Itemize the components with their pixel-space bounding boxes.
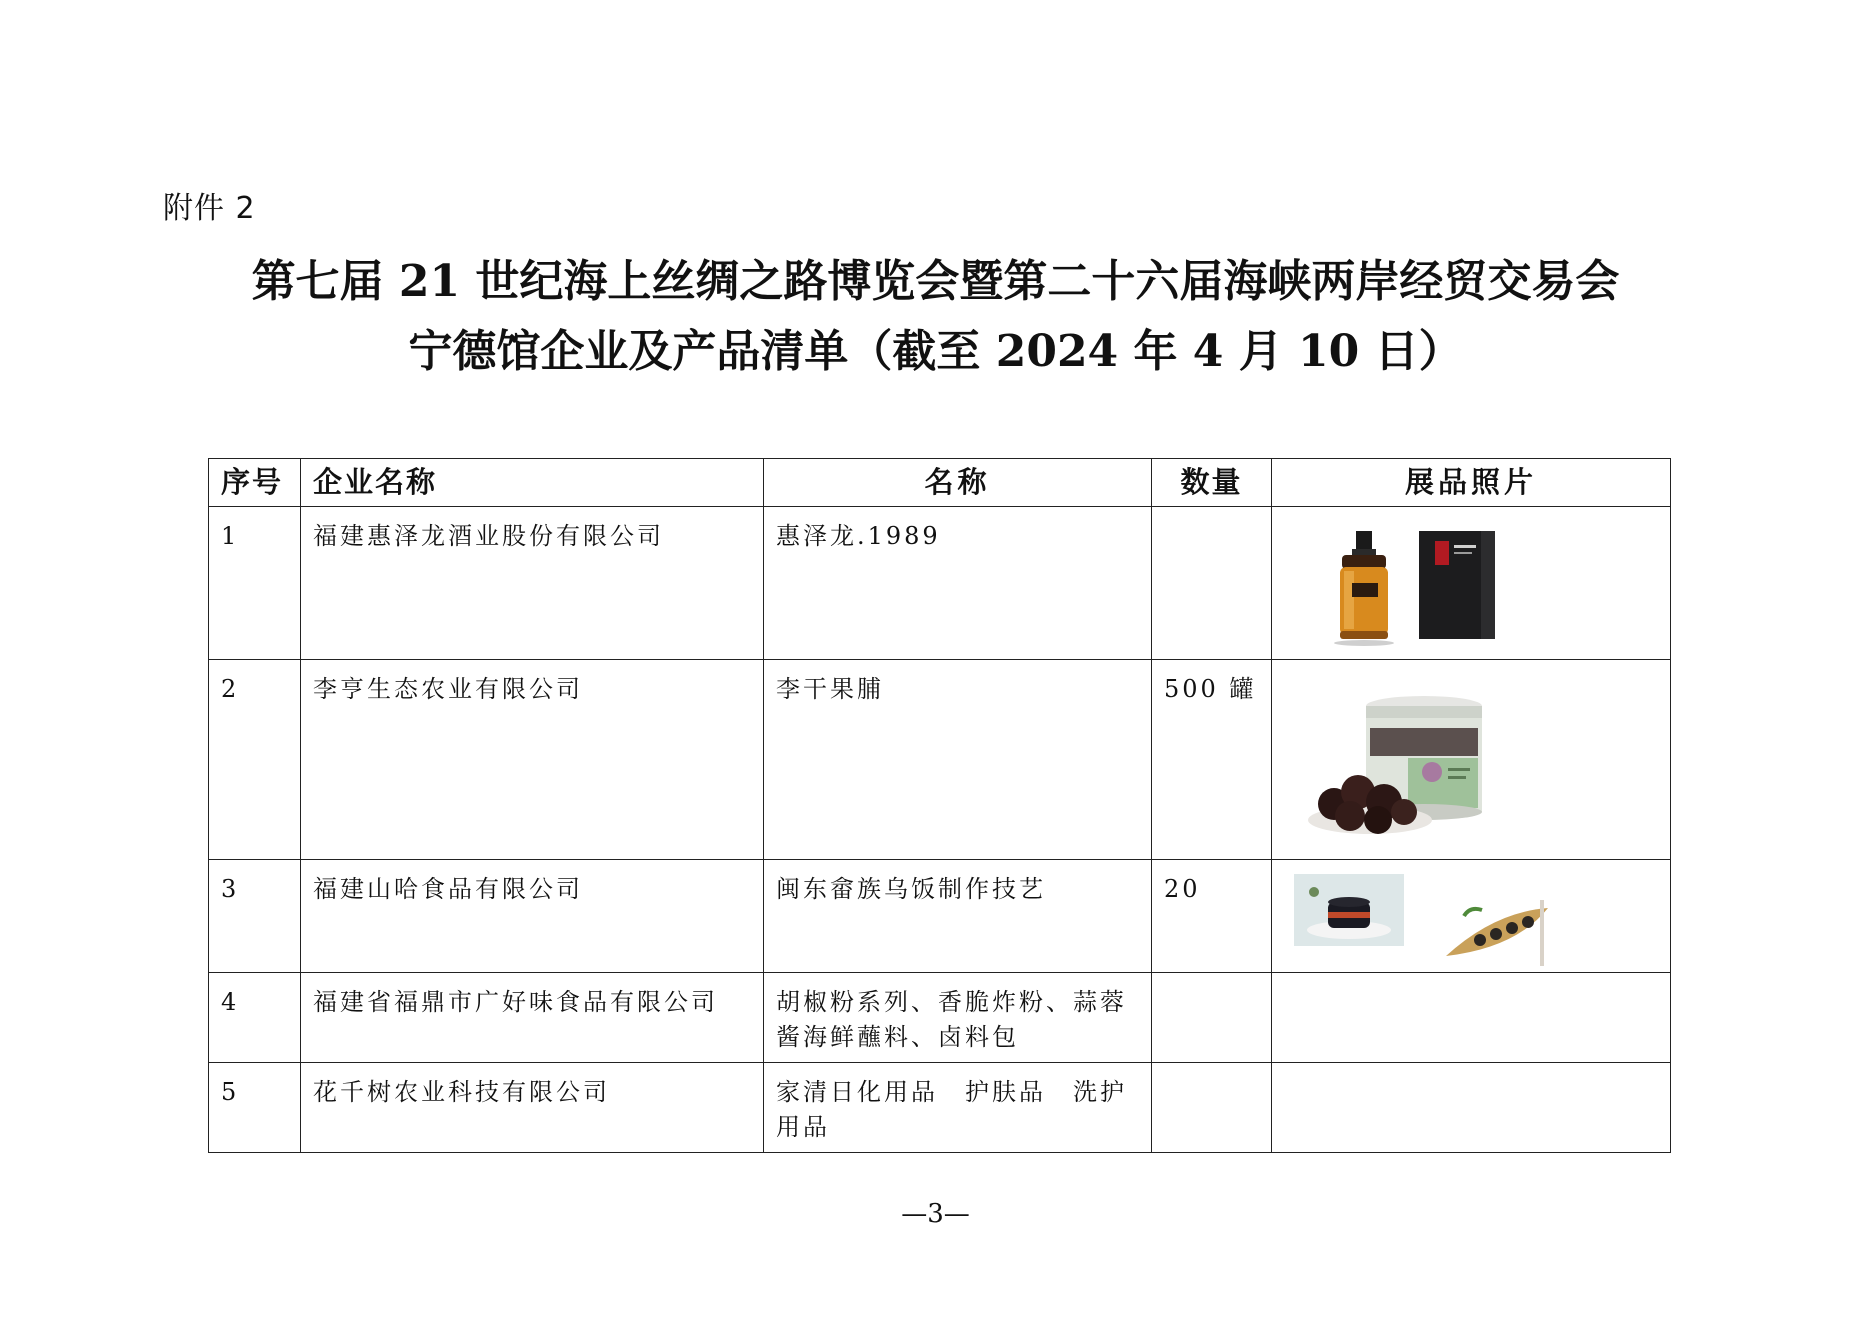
header-product: 名称	[764, 459, 1152, 507]
header-seq: 序号	[209, 459, 301, 507]
row-product: 胡椒粉系列、香脆炸粉、蒜蓉酱海鲜蘸料、卤料包	[764, 973, 1152, 1063]
table-row	[209, 660, 1671, 860]
exhibitor-product-table	[208, 458, 1671, 1153]
row-seq: 4	[209, 973, 301, 1063]
header-photo: 展品照片	[1272, 459, 1671, 507]
row-photo	[1272, 1063, 1671, 1153]
liquor-bottle-with-gift-box-image	[1284, 519, 1671, 649]
row-company: 福建惠泽龙酒业股份有限公司	[301, 507, 764, 660]
row-product: 李干果脯	[764, 660, 1152, 860]
document-title-line-2: 宁德馆企业及产品清单（截至 2024 年 4 月 10 日）	[408, 326, 1463, 377]
header-quantity: 数量	[1152, 459, 1272, 507]
table-header-row	[209, 459, 1671, 507]
row-seq: 5	[209, 1063, 301, 1153]
row-seq: 1	[209, 507, 301, 660]
document-title-line-1: 第七届 21 世纪海上丝绸之路博览会暨第二十六届海峡两岸经贸交易会	[251, 256, 1620, 307]
black-rice-dishes-image	[1284, 872, 1671, 962]
row-photo	[1272, 973, 1671, 1063]
dried-plum-jar-image	[1284, 672, 1671, 849]
table-row	[209, 1063, 1671, 1153]
table-row	[209, 973, 1671, 1063]
row-company: 李亨生态农业有限公司	[301, 660, 764, 860]
row-quantity: 500 罐	[1152, 660, 1272, 860]
row-photo	[1272, 660, 1671, 860]
row-company: 花千树农业科技有限公司	[301, 1063, 764, 1153]
table-row	[209, 507, 1671, 660]
row-product: 闽东畲族乌饭制作技艺	[764, 860, 1152, 973]
row-quantity: 20	[1152, 860, 1272, 973]
row-quantity	[1152, 973, 1272, 1063]
row-quantity	[1152, 1063, 1272, 1153]
row-company: 福建省福鼎市广好味食品有限公司	[301, 973, 764, 1063]
row-quantity	[1152, 507, 1272, 660]
row-photo	[1272, 860, 1671, 973]
row-company: 福建山哈食品有限公司	[301, 860, 764, 973]
row-product: 家清日化用品 护肤品 洗护用品	[764, 1063, 1152, 1153]
attachment-label: 附件 2	[163, 191, 256, 226]
row-product: 惠泽龙.1989	[764, 507, 1152, 660]
table-row	[209, 860, 1671, 973]
header-company: 企业名称	[301, 459, 764, 507]
page-number: —3—	[901, 1199, 970, 1229]
row-seq: 2	[209, 660, 301, 860]
row-seq: 3	[209, 860, 301, 973]
row-photo	[1272, 507, 1671, 660]
